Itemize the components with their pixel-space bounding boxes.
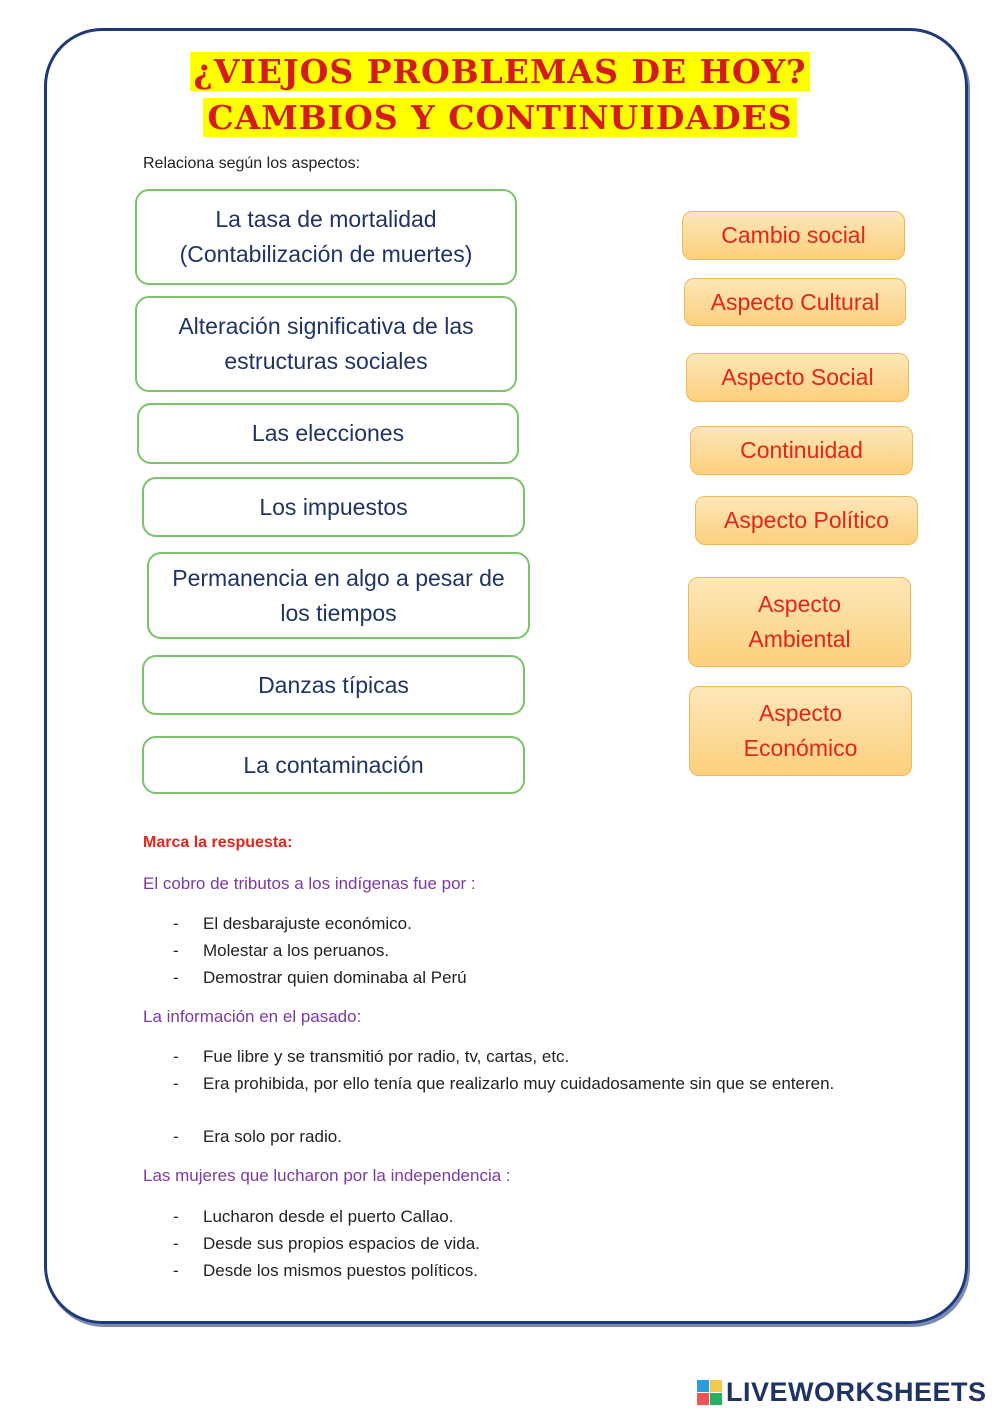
logo-mark-icon xyxy=(697,1380,722,1405)
title-line-2: CAMBIOS Y CONTINUIDADES xyxy=(0,96,1000,140)
logo-square-blue xyxy=(697,1380,709,1392)
instruction-text: Relaciona según los aspectos: xyxy=(143,155,361,172)
option-dash: - xyxy=(173,941,179,960)
option-label: El desbarajuste económico. xyxy=(203,914,412,933)
option-q3-1[interactable] xyxy=(173,1203,853,1230)
option-label: Era prohibida, por ello tenía que realizarlo muy cuidadosamente sin que se enteren. xyxy=(203,1074,835,1093)
left-item-contaminacion[interactable] xyxy=(142,736,525,794)
option-q3-3[interactable] xyxy=(173,1257,853,1284)
question-3: Las mujeres que lucharon por la independencia : xyxy=(143,1166,511,1185)
left-item-danzas[interactable] xyxy=(142,655,525,715)
option-dash: - xyxy=(173,914,179,933)
right-item-label: Aspecto Ambiental xyxy=(748,591,851,652)
logo-square-green xyxy=(710,1393,722,1405)
right-item-aspecto-economico[interactable] xyxy=(689,686,912,776)
option-label: Era solo por radio. xyxy=(203,1127,342,1146)
option-q2-1[interactable] xyxy=(173,1043,853,1070)
option-dash: - xyxy=(173,1261,179,1280)
left-item-label: Danzas típicas xyxy=(258,671,409,698)
liveworksheets-logo xyxy=(697,1377,987,1407)
option-q1-3[interactable] xyxy=(173,964,853,991)
option-label: Demostrar quien dominaba al Perú xyxy=(203,968,467,987)
left-item-label: Permanencia en algo a pesar de los tiempos xyxy=(172,564,505,626)
right-item-label: Aspecto Social xyxy=(721,364,874,390)
right-item-label: Aspecto Económico xyxy=(743,700,858,761)
right-item-cambio-social[interactable] xyxy=(682,211,905,260)
option-label: Desde sus propios espacios de vida. xyxy=(203,1234,480,1253)
logo-square-red xyxy=(697,1393,709,1405)
option-dash: - xyxy=(173,1207,179,1226)
right-item-label: Continuidad xyxy=(740,437,863,463)
option-q1-2[interactable] xyxy=(173,937,853,964)
question-1: El cobro de tributos a los indígenas fue por : xyxy=(143,874,476,893)
option-dash: - xyxy=(173,1047,179,1066)
logo-square-yellow xyxy=(710,1380,722,1392)
mark-title: Marca la respuesta: xyxy=(143,834,293,851)
left-item-elecciones[interactable] xyxy=(137,403,519,464)
left-item-label: La contaminación xyxy=(243,751,424,778)
option-label: Lucharon desde el puerto Callao. xyxy=(203,1207,454,1226)
left-item-alteracion[interactable] xyxy=(135,296,517,392)
right-item-label: Aspecto Político xyxy=(724,507,889,533)
left-item-mortalidad[interactable] xyxy=(135,189,517,285)
right-item-label: Aspecto Cultural xyxy=(710,288,880,315)
option-dash: - xyxy=(173,1234,179,1253)
option-dash: - xyxy=(173,968,179,987)
option-dash: - xyxy=(173,1074,179,1093)
option-q2-2[interactable] xyxy=(173,1070,853,1097)
option-q2-3[interactable] xyxy=(173,1123,853,1150)
option-q3-2[interactable] xyxy=(173,1230,853,1257)
left-item-label: Alteración significativa de las estructuras sociales xyxy=(178,313,474,374)
logo-text: LIVEWORKSHEETS xyxy=(726,1376,987,1407)
right-item-aspecto-politico[interactable] xyxy=(695,496,918,545)
left-item-label: Las elecciones xyxy=(251,420,405,446)
left-item-label: La tasa de mortalidad (Contabilización de muertes) xyxy=(179,206,473,267)
option-dash: - xyxy=(173,1127,179,1146)
question-2: La información en el pasado: xyxy=(143,1007,362,1026)
right-item-continuidad[interactable] xyxy=(690,426,913,475)
left-item-label: Los impuestos xyxy=(259,493,408,520)
right-item-label: Cambio social xyxy=(721,222,866,248)
right-item-aspecto-ambiental[interactable] xyxy=(688,577,911,667)
right-item-aspecto-social[interactable] xyxy=(686,353,909,402)
option-label: Molestar a los peruanos. xyxy=(203,941,390,960)
left-item-permanencia[interactable] xyxy=(147,552,530,639)
option-q1-1[interactable] xyxy=(173,910,853,937)
option-label: Fue libre y se transmitió por radio, tv, cartas, etc. xyxy=(203,1047,570,1066)
title-line-1: ¿VIEJOS PROBLEMAS DE HOY? xyxy=(0,50,1000,94)
option-label: Desde los mismos puestos políticos. xyxy=(203,1261,478,1280)
left-item-impuestos[interactable] xyxy=(142,477,525,537)
right-item-aspecto-cultural[interactable] xyxy=(684,278,906,326)
